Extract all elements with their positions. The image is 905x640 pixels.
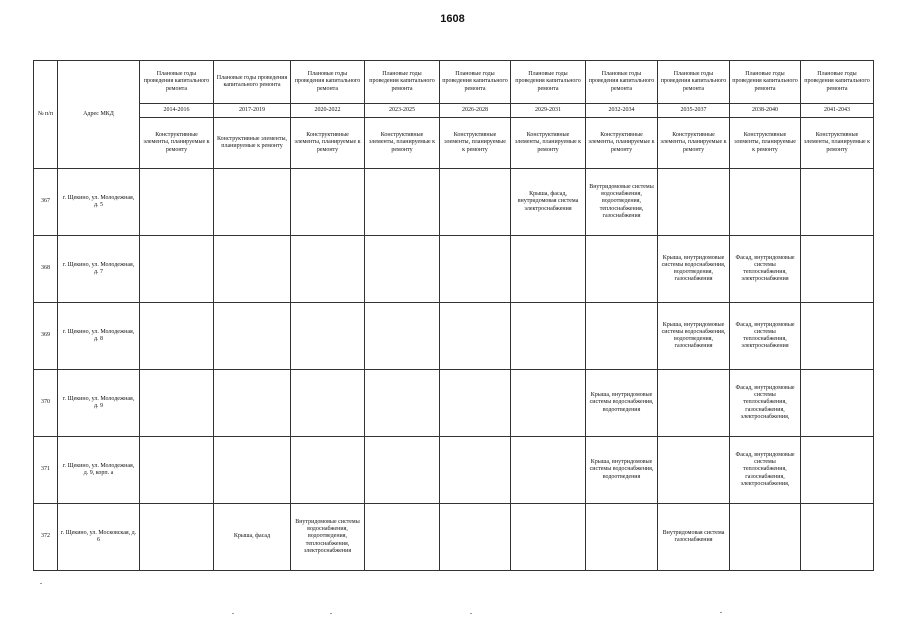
repair-elements-cell xyxy=(730,504,801,571)
scan-speck xyxy=(470,613,472,614)
repair-elements-cell xyxy=(440,303,511,370)
repair-elements-cell xyxy=(511,437,586,504)
scan-speck xyxy=(40,583,42,584)
scan-speck xyxy=(232,613,234,614)
repair-elements-cell xyxy=(586,236,658,303)
repair-elements-cell xyxy=(291,437,365,504)
repair-elements-cell xyxy=(140,236,214,303)
header-period-title: Плановые годы проведения капитального ремонта xyxy=(730,61,801,104)
repair-elements-cell: Крыша, фасад, внутридомовая система электроснабжения xyxy=(511,169,586,236)
repair-elements-cell: Внутридомовая система газоснабжения xyxy=(658,504,730,571)
row-number: 371 xyxy=(34,437,58,504)
repair-elements-cell: Фасад, внутридомовые системы теплоснабжения, газоснабжения, электроснабжения, xyxy=(730,437,801,504)
repair-elements-cell xyxy=(365,236,440,303)
repair-elements-cell xyxy=(658,437,730,504)
repair-elements-cell xyxy=(365,169,440,236)
repair-elements-cell: Крыша, внутридомовые системы водоснабжения, водоотведения xyxy=(586,370,658,437)
repair-elements-cell xyxy=(140,370,214,437)
header-years: 2032-2034 xyxy=(586,104,658,118)
repair-elements-cell xyxy=(440,236,511,303)
repair-elements-cell xyxy=(511,303,586,370)
repair-elements-cell: Фасад, внутридомовые системы теплоснабжения, газоснабжения, электроснабжения, xyxy=(730,370,801,437)
repair-elements-cell xyxy=(291,370,365,437)
header-years: 2026-2028 xyxy=(440,104,511,118)
header-period-title: Плановые годы проведения капитального ремонта xyxy=(214,61,291,104)
header-years: 2029-2031 xyxy=(511,104,586,118)
row-number: 369 xyxy=(34,303,58,370)
header-row-titles xyxy=(34,61,874,104)
repair-elements-cell xyxy=(801,303,874,370)
table-row xyxy=(34,303,874,370)
repair-elements-cell xyxy=(214,303,291,370)
repair-elements-cell: Фасад, внутридомовые системы теплоснабжения, электроснабжения xyxy=(730,303,801,370)
header-elements: Конструктивные элементы, планируемые к ремонту xyxy=(365,118,440,169)
repair-elements-cell xyxy=(801,370,874,437)
header-years: 2020-2022 xyxy=(291,104,365,118)
table-row xyxy=(34,504,874,571)
header-row-years xyxy=(34,104,874,118)
header-years: 2014-2016 xyxy=(140,104,214,118)
row-number: 370 xyxy=(34,370,58,437)
repair-elements-cell xyxy=(658,169,730,236)
repair-elements-cell: Внутридомовые системы водоснабжения, водоотведения, теплоснабжения, электроснабжения xyxy=(291,504,365,571)
repair-elements-cell xyxy=(365,504,440,571)
header-years: 2041-2043 xyxy=(801,104,874,118)
header-years: 2038-2040 xyxy=(730,104,801,118)
header-elements: Конструктивные элементы, планируемые к ремонту xyxy=(140,118,214,169)
header-period-title: Плановые годы проведения капитального ремонта xyxy=(440,61,511,104)
page-number: 1608 xyxy=(440,13,465,25)
repair-elements-cell xyxy=(291,303,365,370)
repair-elements-cell xyxy=(440,504,511,571)
header-period-title: Плановые годы проведения капитального ремонта xyxy=(365,61,440,104)
repair-elements-cell xyxy=(801,504,874,571)
repair-elements-cell: Фасад, внутридомовые системы теплоснабжения, электроснабжения xyxy=(730,236,801,303)
header-elements: Конструктивные элементы, планируемые к ремонту xyxy=(586,118,658,169)
header-period-title: Плановые годы проведения капитального ремонта xyxy=(586,61,658,104)
repair-elements-cell xyxy=(730,169,801,236)
repair-elements-cell xyxy=(214,370,291,437)
header-elements: Конструктивные элементы, планируемые к ремонту xyxy=(440,118,511,169)
repair-elements-cell xyxy=(440,370,511,437)
table-row xyxy=(34,236,874,303)
table-body xyxy=(34,169,874,571)
header-elements: Конструктивные элементы, планируемые к ремонту xyxy=(291,118,365,169)
repair-elements-cell xyxy=(365,370,440,437)
repair-elements-cell xyxy=(214,437,291,504)
row-address: г. Щекино, ул. Московская, д. 6 xyxy=(58,504,140,571)
repair-elements-cell: Крыша, внутридомовые системы водоснабжения, водоотведения xyxy=(586,437,658,504)
repair-elements-cell xyxy=(801,437,874,504)
header-period-title: Плановые годы проведения капитального ремонта xyxy=(511,61,586,104)
repair-elements-cell: Крыша, фасад xyxy=(214,504,291,571)
repair-elements-cell: Внутридомовые системы водоснабжения, водоотведения, теплоснабжения, газоснабжения xyxy=(586,169,658,236)
row-address: г. Щекино, ул. Молодежная, д. 5 xyxy=(58,169,140,236)
row-number: 367 xyxy=(34,169,58,236)
repair-elements-cell xyxy=(658,370,730,437)
repair-elements-cell xyxy=(586,303,658,370)
repair-elements-cell xyxy=(140,303,214,370)
row-number: 368 xyxy=(34,236,58,303)
repair-elements-cell: Крыша, внутридомовые системы водоснабжения, водоотведения, газоснабжения xyxy=(658,236,730,303)
repair-elements-cell xyxy=(140,437,214,504)
repair-elements-cell xyxy=(140,504,214,571)
header-elements: Конструктивные элементы, планируемые к ремонту xyxy=(511,118,586,169)
repair-elements-cell xyxy=(365,303,440,370)
repair-elements-cell xyxy=(511,370,586,437)
header-years: 2035-2037 xyxy=(658,104,730,118)
capital-repair-plan-table xyxy=(33,60,874,571)
header-period-title: Плановые годы проведения капитального ремонта xyxy=(140,61,214,104)
header-row-elements xyxy=(34,118,874,169)
repair-elements-cell xyxy=(214,169,291,236)
scan-speck xyxy=(720,612,722,613)
row-address: г. Щекино, ул. Молодежная, д. 8 xyxy=(58,303,140,370)
repair-elements-cell xyxy=(291,169,365,236)
repair-elements-cell xyxy=(291,236,365,303)
row-address: г. Щекино, ул. Молодежная, д. 9 xyxy=(58,370,140,437)
row-address: г. Щекино, ул. Молодежная, д. 7 xyxy=(58,236,140,303)
table-row xyxy=(34,370,874,437)
repair-elements-cell: Крыша, внутридомовые системы водоснабжения, водоотведения, газоснабжения xyxy=(658,303,730,370)
repair-elements-cell xyxy=(801,169,874,236)
header-num: № п/п xyxy=(34,61,58,169)
header-period-title: Плановые годы проведения капитального ремонта xyxy=(291,61,365,104)
repair-elements-cell xyxy=(140,169,214,236)
repair-elements-cell xyxy=(214,236,291,303)
header-period-title: Плановые годы проведения капитального ремонта xyxy=(801,61,874,104)
repair-elements-cell xyxy=(440,437,511,504)
repair-elements-cell xyxy=(440,169,511,236)
row-number: 372 xyxy=(34,504,58,571)
header-years: 2017-2019 xyxy=(214,104,291,118)
repair-elements-cell xyxy=(365,437,440,504)
table-row xyxy=(34,169,874,236)
header-elements: Конструктивные элементы, планируемые к ремонту xyxy=(214,118,291,169)
header-elements: Конструктивные элементы, планируемые к ремонту xyxy=(801,118,874,169)
repair-elements-cell xyxy=(586,504,658,571)
header-elements: Конструктивные элементы, планируемые к ремонту xyxy=(658,118,730,169)
repair-elements-cell xyxy=(511,236,586,303)
row-address: г. Щекино, ул. Молодежная, д. 9, корп. а xyxy=(58,437,140,504)
header-years: 2023-2025 xyxy=(365,104,440,118)
header-period-title: Плановые годы проведения капитального ремонта xyxy=(658,61,730,104)
table-row xyxy=(34,437,874,504)
repair-elements-cell xyxy=(801,236,874,303)
scan-speck xyxy=(330,613,332,614)
repair-elements-cell xyxy=(511,504,586,571)
header-elements: Конструктивные элементы, планируемые к ремонту xyxy=(730,118,801,169)
header-address: Адрес МКД xyxy=(58,61,140,169)
